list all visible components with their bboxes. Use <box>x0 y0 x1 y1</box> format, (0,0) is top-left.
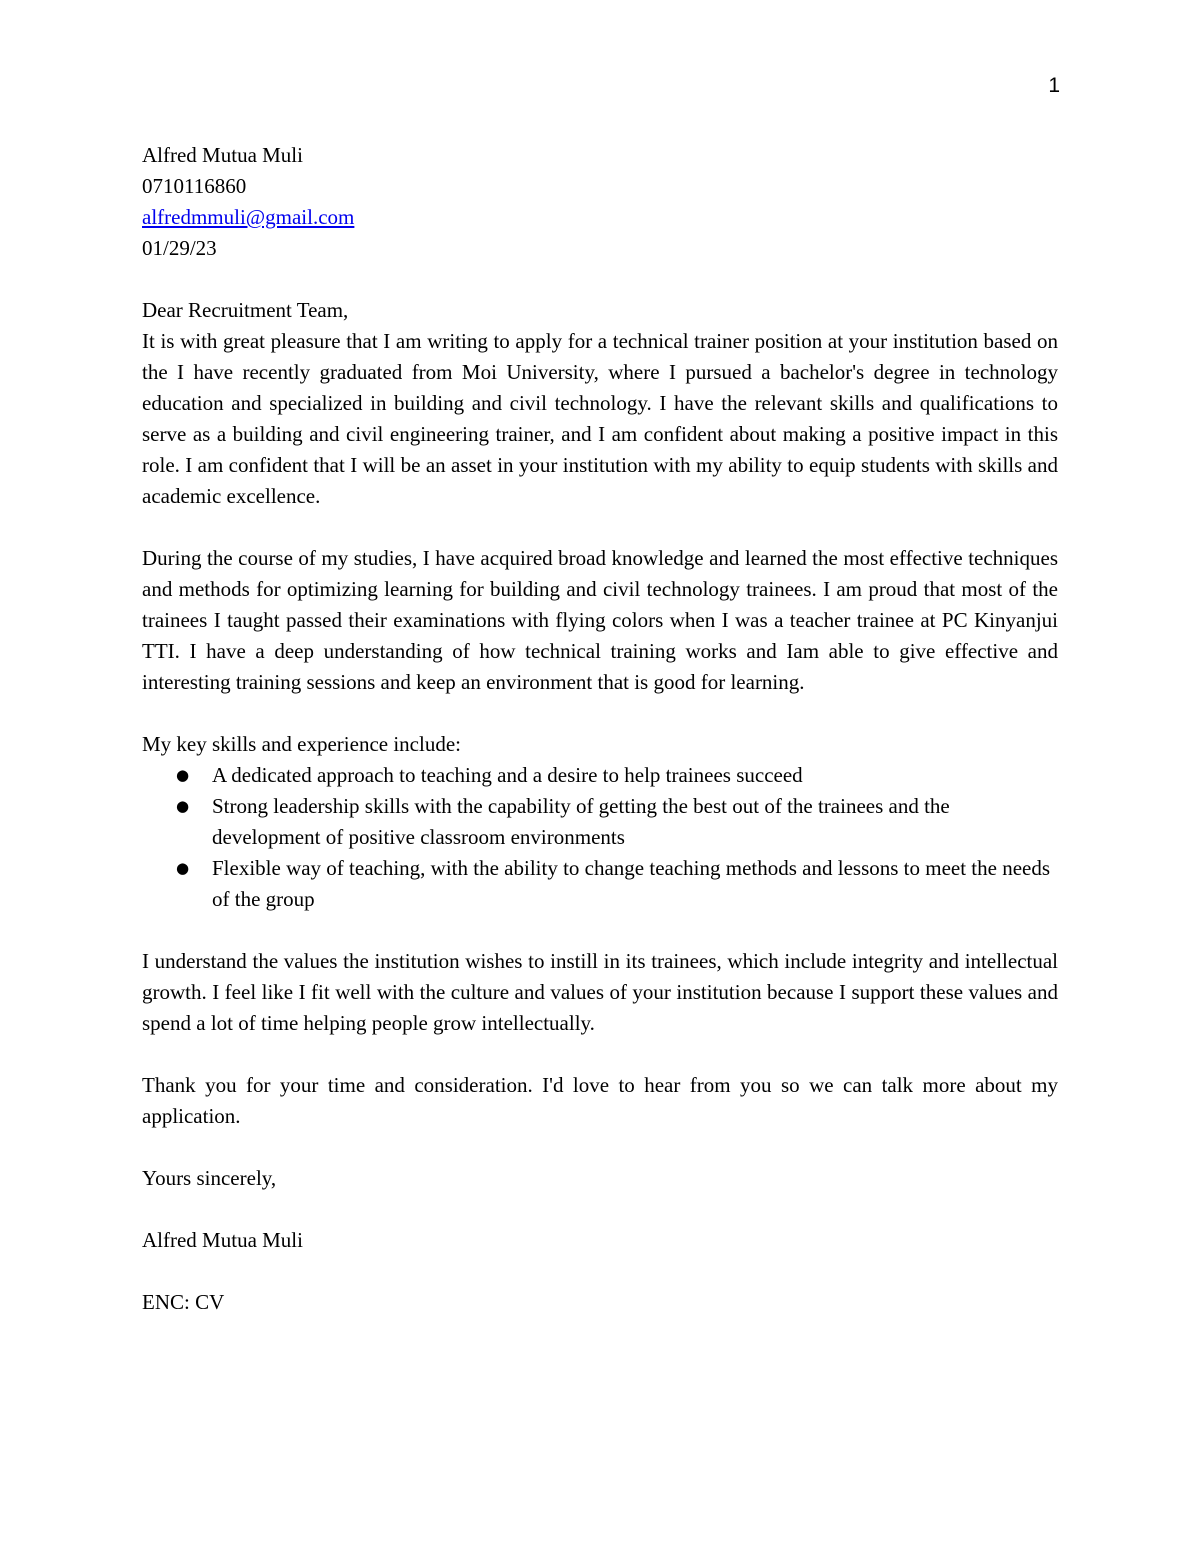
sender-phone: 0710116860 <box>142 174 247 198</box>
closing-phrase: Yours sincerely, <box>142 1166 277 1190</box>
paragraph-values: I understand the values the institution wishes to instill in its trainees, which include integrity and intellectual growth. I feel like I fit well with the culture and values of your institution because I support these values and spend a lot of time helping people grow intellectually. <box>142 949 1058 1035</box>
bullet-icon: ● <box>176 766 190 784</box>
sender-name: Alfred Mutua Muli <box>142 143 303 167</box>
signature-name: Alfred Mutua Muli <box>142 1228 303 1252</box>
skill-text: Flexible way of teaching, with the ability to change teaching methods and lessons to meet the needs of the group <box>212 856 1051 911</box>
list-item <box>142 791 1058 853</box>
letter-body <box>142 140 1058 1318</box>
enclosure-note: ENC: CV <box>142 1290 225 1314</box>
salutation: Dear Recruitment Team, <box>142 298 349 322</box>
list-item <box>142 760 1058 791</box>
letter-date: 01/29/23 <box>142 236 217 260</box>
skill-text: A dedicated approach to teaching and a desire to help trainees succeed <box>212 763 803 787</box>
skills-intro: My key skills and experience include: <box>142 732 461 756</box>
bullet-icon: ● <box>176 797 190 815</box>
skills-list <box>142 760 1058 915</box>
sender-block <box>142 140 1058 264</box>
paragraph-closing: Thank you for your time and consideration. I'd love to hear from you so we can talk more about my application. <box>142 1073 1058 1128</box>
list-item <box>142 853 1058 915</box>
paragraph-intro: It is with great pleasure that I am writing to apply for a technical trainer position at your institution based on the I have recently graduated from Moi University, where I pursued a bachelor's degree in technology education and specialized in building and civil technology. I have the relevant skills and qualifications to serve as a building and civil engineering trainer, and I am confident about making a positive impact in this role. I am confident that I will be an asset in your institution with my ability to equip students with skills and academic excellence. <box>142 329 1058 508</box>
skill-text: Strong leadership skills with the capability of getting the best out of the trainees and the development of positive classroom environments <box>212 794 950 849</box>
bullet-icon: ● <box>176 859 190 877</box>
sender-email-link[interactable]: alfredmmuli@gmail.com <box>142 205 355 229</box>
page-number: 1 <box>1048 74 1060 97</box>
paragraph-studies: During the course of my studies, I have acquired broad knowledge and learned the most effective techniques and methods for optimizing learning for building and civil technology trainees. I am proud that most of the trainees I taught passed their examinations with flying colors when I was a teacher trainee at PC Kinyanjui TTI. I have a deep understanding of how technical training works and Iam able to give effective and interesting training sessions and keep an environment that is good for learning. <box>142 546 1058 694</box>
